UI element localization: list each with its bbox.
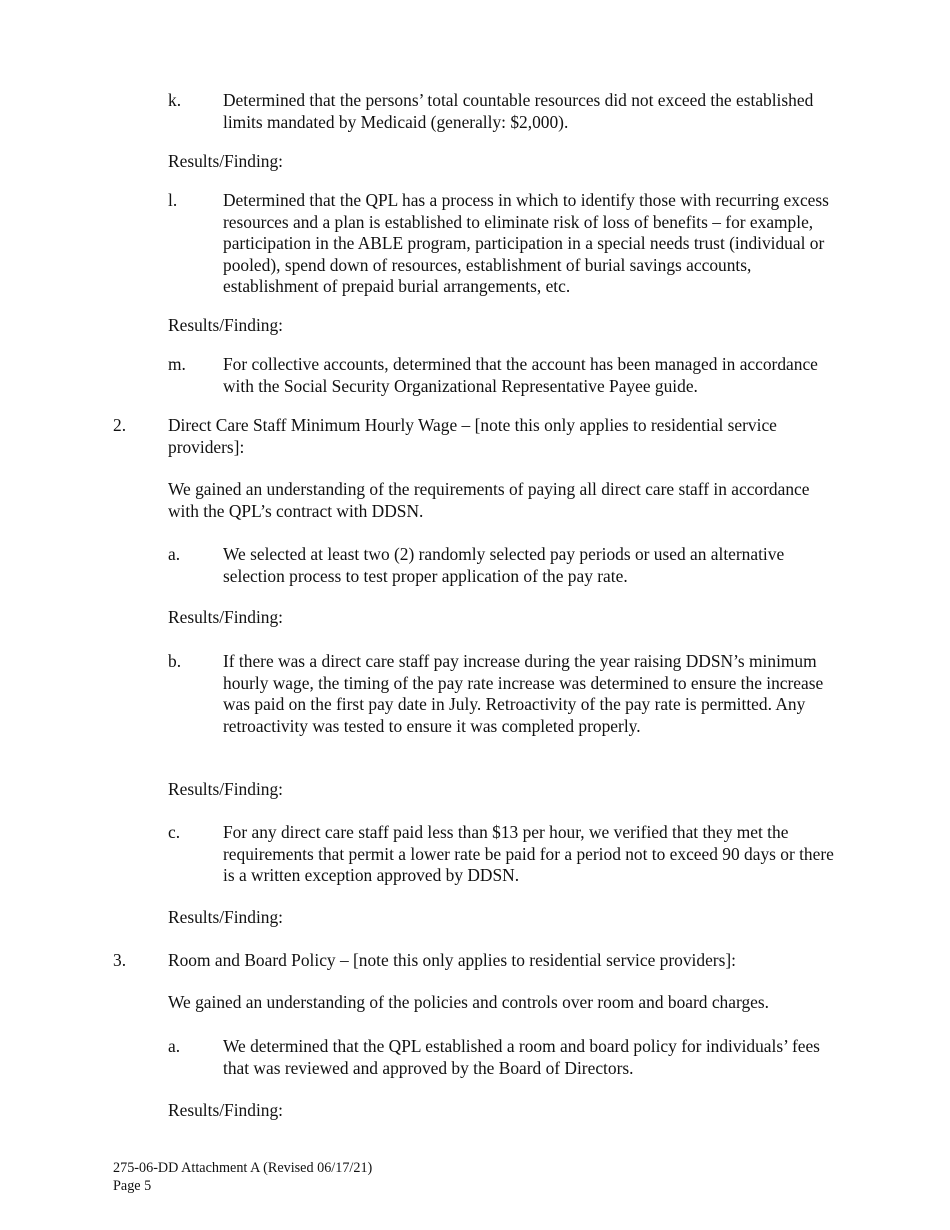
footer-doc-id: 275-06-DD Attachment A (Revised 06/17/21)	[113, 1160, 373, 1176]
section-2-item-c-marker: c.	[168, 822, 181, 842]
section-2-intro: We gained an understanding of the requirements of paying all direct care staff in accordance with the QPL’s contract with DDSN.	[168, 479, 810, 521]
section-2-item-a-text: We selected at least two (2) randomly selected pay periods or used an alternative selection process to test proper application of the pay rate.	[223, 544, 785, 586]
item-m-marker: m.	[168, 354, 186, 374]
section-2-title: Direct Care Staff Minimum Hourly Wage – [note this only applies to residential service providers]:	[168, 415, 777, 457]
section-2-item-b-marker: b.	[168, 651, 182, 671]
results-finding-l: Results/Finding:	[168, 315, 283, 335]
page-footer	[113, 1159, 372, 1195]
item-l-text: Determined that the QPL has a process in which to identify those with recurring excess resources and a plan is established to eliminate risk of loss of benefits – for example, participation in the ABLE program, participation in a special needs trust (individual or pooled), spend down of resources, establishment of burial savings accounts, establishment of prepaid burial arrangements, etc.	[223, 190, 829, 296]
section-3-intro: We gained an understanding of the policies and controls over room and board charges.	[168, 992, 769, 1012]
item-m-text: For collective accounts, determined that the account has been managed in accordance with the Social Security Organizational Representative Payee guide.	[223, 354, 818, 396]
results-finding-3a: Results/Finding:	[168, 1100, 283, 1120]
item-k-text: Determined that the persons’ total countable resources did not exceed the established limits mandated by Medicaid (generally: $2,000).	[223, 90, 814, 132]
results-finding-2c: Results/Finding:	[168, 907, 283, 927]
section-2-number: 2.	[113, 415, 127, 435]
section-2-item-a-marker: a.	[168, 544, 181, 564]
section-2-item-b-text: If there was a direct care staff pay increase during the year raising DDSN’s minimum hourly wage, the timing of the pay rate increase was determined to ensure the increase was paid on the first pay date in July. Retroactivity of the pay rate is permitted. Any retroactivity was tested to ensure it was completed properly.	[223, 651, 824, 736]
section-3-item-a-text: We determined that the QPL established a room and board policy for individuals’ fees that was reviewed and approved by the Board of Directors.	[223, 1036, 820, 1078]
results-finding-2b: Results/Finding:	[168, 779, 283, 799]
item-l-marker: l.	[168, 190, 178, 210]
section-3-number: 3.	[113, 950, 127, 970]
section-3-item-a-marker: a.	[168, 1036, 181, 1056]
section-3-title: Room and Board Policy – [note this only applies to residential service providers]:	[168, 950, 736, 970]
results-finding-k: Results/Finding:	[168, 151, 283, 171]
footer-page-number: Page 5	[113, 1178, 152, 1194]
section-2-item-c-text: For any direct care staff paid less than $13 per hour, we verified that they met the requirements that permit a lower rate be paid for a period not to exceed 90 days or there is a written exception approved by DDSN.	[223, 822, 834, 885]
results-finding-2a: Results/Finding:	[168, 607, 283, 627]
item-k-marker: k.	[168, 90, 182, 110]
